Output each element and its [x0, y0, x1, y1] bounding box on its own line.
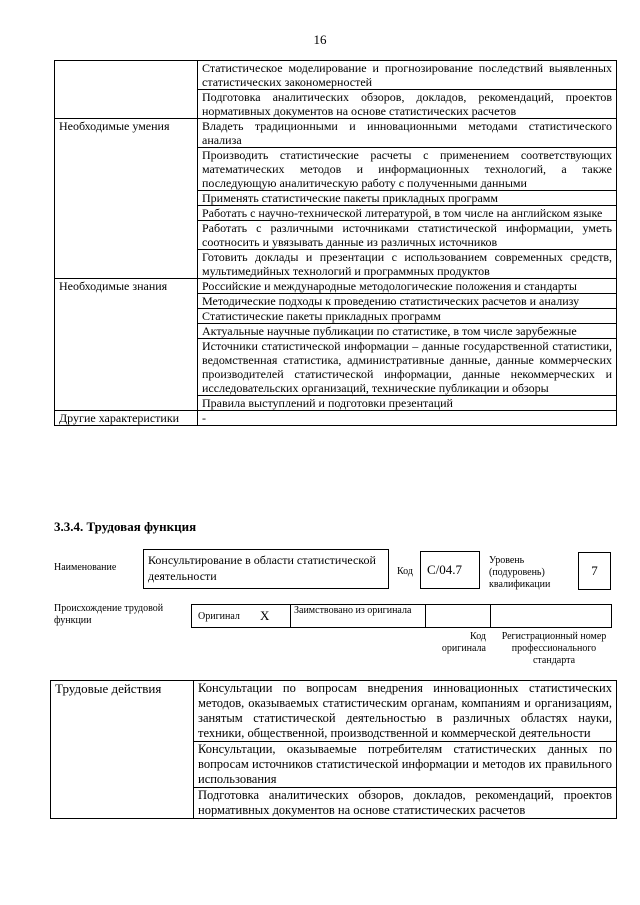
list-item: Работать с различными источниками статистической информации, уметь соотносить и увязывать данные из различных источников — [198, 221, 617, 250]
list-item: Применять статистические пакеты прикладных программ — [198, 191, 617, 206]
table-row — [51, 681, 617, 742]
list-item: Российские и международные методологические положения и стандарты — [198, 279, 617, 294]
code-label: Код — [397, 566, 413, 577]
list-item: Производить статистические расчеты с применением соответствующих математических методов и информационных технологий, а также последующую аналитическую работу с полученными данными — [198, 148, 617, 191]
table-row — [55, 279, 617, 294]
list-item: Подготовка аналитических обзоров, докладов, рекомендаций, проектов нормативных документов на основе статистических расчетов — [198, 90, 617, 119]
list-item: Консультации, оказываемые потребителям статистических данных по вопросам источников статистической информации и методов их правильного использования — [194, 742, 617, 788]
row-label — [55, 61, 198, 119]
borrowed-cell — [290, 604, 426, 628]
original-cell — [191, 604, 291, 628]
registration-number-cell — [490, 604, 612, 628]
row-label-knowledge: Необходимые знания — [55, 279, 198, 411]
function-code-value: C/04.7 — [427, 562, 463, 577]
labor-actions-table — [50, 680, 617, 819]
list-item: Работать с научно-технической литературой, в том числе на английском языке — [198, 206, 617, 221]
row-label-other: Другие характеристики — [55, 411, 198, 426]
function-name-value: Консультирование в области статистической деятельности — [148, 553, 376, 583]
list-item: Актуальные научные публикации по статистике, в том числе зарубежные — [198, 324, 617, 339]
origin-code-cell — [425, 604, 491, 628]
function-code-box — [420, 551, 480, 589]
origin-label: Происхождение трудовой функции — [54, 603, 164, 626]
actions-label: Трудовые действия — [51, 681, 194, 819]
borrowed-label: Заимствовано из оригинала — [294, 605, 412, 616]
name-label: Наименование — [54, 562, 117, 573]
list-item: Статистическое моделирование и прогнозирование последствий выявленных статистических закономерностей — [198, 61, 617, 90]
list-item: Консультации по вопросам внедрения инновационных статистических методов, оказываемых статистическим органам, компаниям и организациям, занятым статистической деятельностью в различных областях науки, техники, общественной, производственной и коммерческой деятельности — [194, 681, 617, 742]
table-row — [55, 61, 617, 90]
list-item: Методические подходы к проведению статистических расчетов и анализу — [198, 294, 617, 309]
list-item: Владеть традиционными и инновационными методами статистического анализа — [198, 119, 617, 148]
table-row — [55, 411, 617, 426]
list-item: - — [198, 411, 617, 426]
registration-caption: Регистрационный номер профессионального стандарта — [501, 631, 607, 666]
level-box — [578, 552, 611, 590]
code-caption: Код оригинала — [441, 631, 486, 654]
competency-table — [54, 60, 617, 426]
list-item: Готовить доклады и презентации с использованием современных средств, мультимедийных технологий и программных продуктов — [198, 250, 617, 279]
level-label: Уровень (подуровень) квалификации — [489, 555, 551, 590]
function-name-box — [143, 549, 389, 589]
list-item: Подготовка аналитических обзоров, докладов, рекомендаций, проектов нормативных документов на основе статистических расчетов — [194, 788, 617, 819]
row-label-skills: Необходимые умения — [55, 119, 198, 279]
level-value: 7 — [591, 563, 598, 578]
table-row — [55, 119, 617, 148]
section-heading: 3.3.4. Трудовая функция — [54, 519, 197, 534]
list-item: Статистические пакеты прикладных программ — [198, 309, 617, 324]
list-item: Источники статистической информации – данные государственной статистики, ведомственная статистика, административные данные, данные коммерческих производителей статистической информации, данные некоммерческих и исследовательских организаций, технические публикации и обзоры — [198, 339, 617, 396]
page-number: 16 — [313, 32, 327, 47]
list-item: Правила выступлений и подготовки презентаций — [198, 396, 617, 411]
original-label: Оригинал — [198, 611, 240, 622]
original-mark: X — [260, 608, 270, 623]
